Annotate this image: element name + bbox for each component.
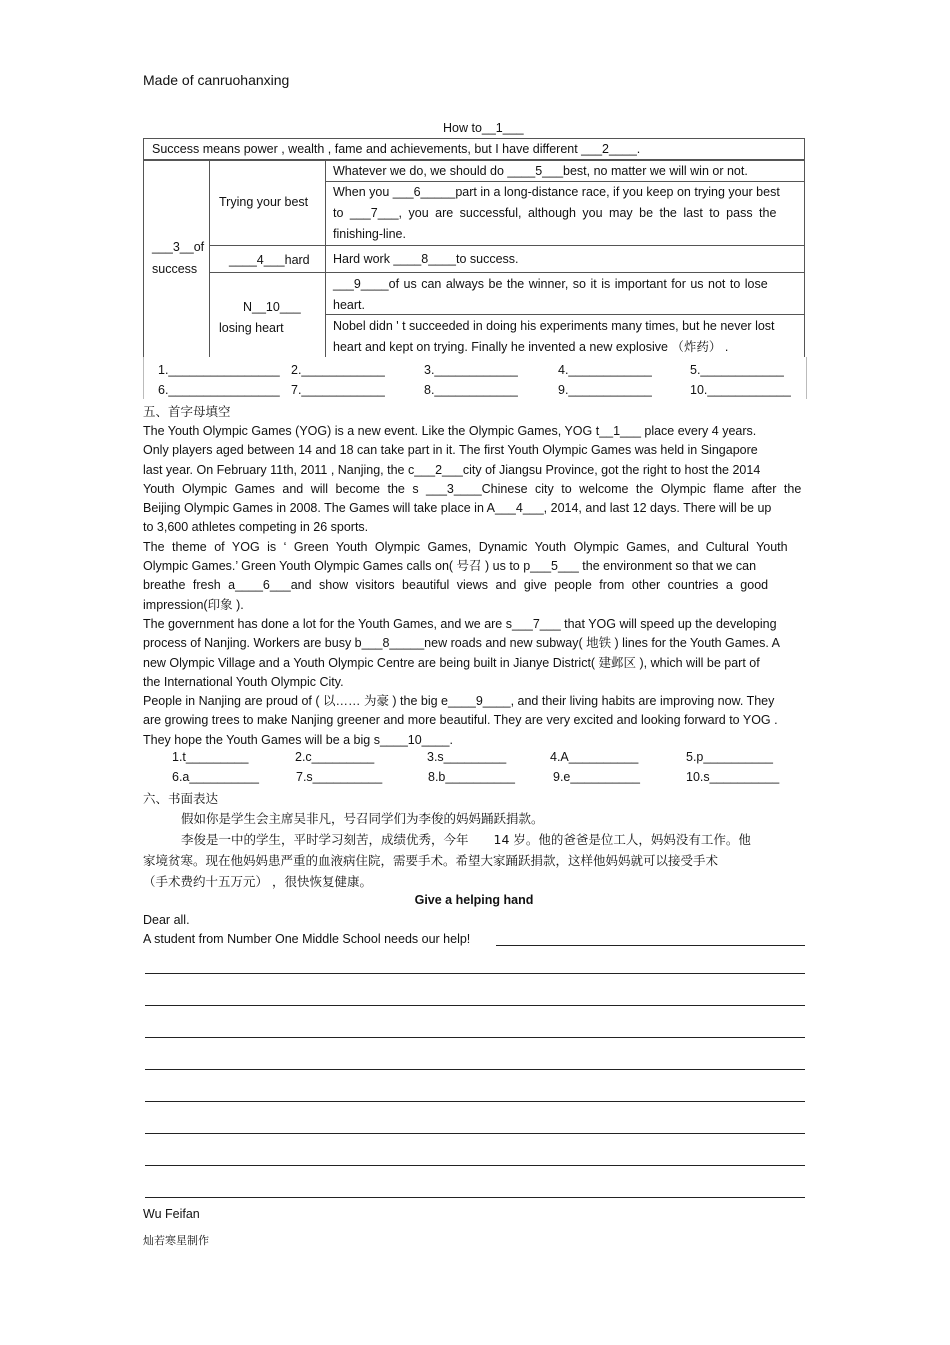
passage-line: Only players aged between 14 and 18 can take part in it. The first Youth Olympic Games was held in Singapore [143,443,758,458]
section5-answer[interactable]: 7.s__________ [296,770,383,784]
table-answer[interactable]: 5.____________ [690,363,784,377]
passage-line: last year. On February 11th, 2011 , Nanjing, the c___2___city of Jiangsu Province, got the right to host the 2014 [143,462,761,477]
table-answer[interactable]: 7.____________ [291,383,385,397]
page-header: Made of canruohanxing [143,72,290,88]
section5-answer[interactable]: 1.t_________ [172,750,249,764]
essay-first-line: A student from Number One Middle School needs our help! [143,932,471,946]
table-answer[interactable]: 4.____________ [558,363,652,377]
section5-answer[interactable]: 2.c_________ [295,750,375,764]
right-text-1: Whatever we do, we should do ____5___best, no matter we will win or not. [333,164,748,178]
section5-answer[interactable]: 6.a__________ [172,770,259,784]
essay-greeting: Dear all. [143,913,190,927]
left-label-1: ___3__of [152,240,205,254]
table-answer[interactable]: 2.____________ [291,363,385,377]
right-text-2b: to ___7___, you are successful, although you may be the last to pass the [333,206,777,220]
hard-label: ____4___hard [229,253,310,267]
writing-line[interactable] [145,1005,805,1006]
right-text-4b: heart. [333,298,365,312]
section5-answer[interactable]: 4.A__________ [550,750,639,764]
right-text-2c: finishing-line. [333,227,406,241]
table-answer[interactable]: 6.________________ [158,383,280,397]
right-text-5b: heart and kept on trying. Finally he invented a new explosive （炸药） . [333,340,729,354]
section5-answer[interactable]: 3.s_________ [427,750,507,764]
writing-line[interactable] [145,1101,805,1102]
essay-title: Give a helping hand [414,893,534,907]
writing-line[interactable] [145,1133,805,1134]
losing-label: losing heart [219,321,284,335]
prompt-line-3: 家境贫寒。现在他妈妈患严重的血液病住院，需要手术。希望大家踊跃捐款，这样他妈妈就可以接受手术 [143,853,719,868]
section5-heading: 五、首字母填空 [143,404,231,419]
section5-answer[interactable]: 5.p__________ [686,750,773,764]
right-text-5a: Nobel didn ' t succeeded in doing his experiments many times, but he never lost [333,319,775,333]
table-answer[interactable]: 8.____________ [424,383,518,397]
passage-line: People in Nanjing are proud of ( 以…… 为豪 ) the big e____9____, and their living habits are improving now. They [143,694,775,709]
passage-line: impression(印象 ). [143,597,244,612]
writing-line[interactable] [145,1197,805,1198]
writing-line[interactable] [145,1069,805,1070]
passage-line: They hope the Youth Games will be a big s____10____. [143,732,453,747]
prompt-line-2: 李俊是一中的学生，平时学习刻苦，成绩优秀，今年 14 岁。他的爸爸是位工人，妈妈没有工作。他 [181,832,751,847]
trying-label: Trying your best [219,195,309,209]
right-text-3: Hard work ____8____to success. [333,252,519,266]
right-text-2a: When you ___6_____part in a long-distance race, if you keep on trying your best [333,185,780,199]
writing-area [145,0,805,1210]
section6-heading: 六、书面表达 [143,791,219,806]
passage-line: the International Youth Olympic City. [143,674,344,689]
table-answer[interactable]: 9.____________ [558,383,652,397]
passage-line: The Youth Olympic Games (YOG) is a new event. Like the Olympic Games, YOG t__1___ place every 4 years. [143,424,757,438]
writing-line[interactable] [145,973,805,974]
section5-answer[interactable]: 8.b__________ [428,770,515,784]
passage-line: breathe fresh a____6___and show visitors beautiful views and give people from other countries a good [143,578,769,593]
table-intro: Success means power , wealth , fame and achievements, but I have different ___2____. [152,142,641,156]
passage-line: are growing trees to make Nanjing greener and more beautiful. They are very excited and looking forward to YOG . [143,713,778,728]
passage-line: Olympic Games.’ Green Youth Olympic Games calls on( 号召 ) us to p___5___ the environment so that we can [143,559,757,574]
table-title: How to__1___ [443,121,524,135]
section5-answer[interactable]: 10.s__________ [686,770,780,784]
section5-answer[interactable]: 9.e__________ [553,770,640,784]
passage-line: process of Nanjing. Workers are busy b___8_____new roads and new subway( 地铁 ) lines for the Youth Games. A [143,636,780,651]
right-text-4a: ___9____of us can always be the winner, so it is important for us not to lose [333,277,768,291]
passage-line: Youth Olympic Games and will become the s ___3____Chinese city to welcome the Olympic flame after the [143,481,802,496]
passage-line: to 3,600 athletes competing in 26 sports. [143,520,369,535]
passage-line: Beijing Olympic Games in 2008. The Games will take place in A___4___, 2014, and last 12 days. There will be up [143,501,772,516]
table-answer[interactable]: 1.________________ [158,363,280,377]
table-answer[interactable]: 10.____________ [690,383,791,397]
passage-line: The government has done a lot for the Youth Games, and we are s___7___ that YOG will speed up the developing [143,616,777,631]
prompt-line-1: 假如你是学生会主席吴非凡，号召同学们为李俊的妈妈踊跃捐款。 [181,811,544,826]
passage-line: new Olympic Village and a Youth Olympic Centre are being built in Jianye District( 建邺区 ), which will be part of [143,655,760,670]
left-label-2: success [152,262,198,276]
n-label: N__10___ [243,300,301,314]
table-answer[interactable]: 3.____________ [424,363,518,377]
prompt-line-4: （手术费约十五万元） ，很快恢复健康。 [143,874,372,889]
writing-line[interactable] [145,1037,805,1038]
signature: Wu Feifan [143,1207,200,1221]
passage-line: The theme of YOG is ‘ Green Youth Olympic Games, Dynamic Youth Olympic Games, and Cultural Youth [143,539,788,554]
footer: 灿若寒星制作 [143,1234,209,1247]
writing-line[interactable] [145,1165,805,1166]
